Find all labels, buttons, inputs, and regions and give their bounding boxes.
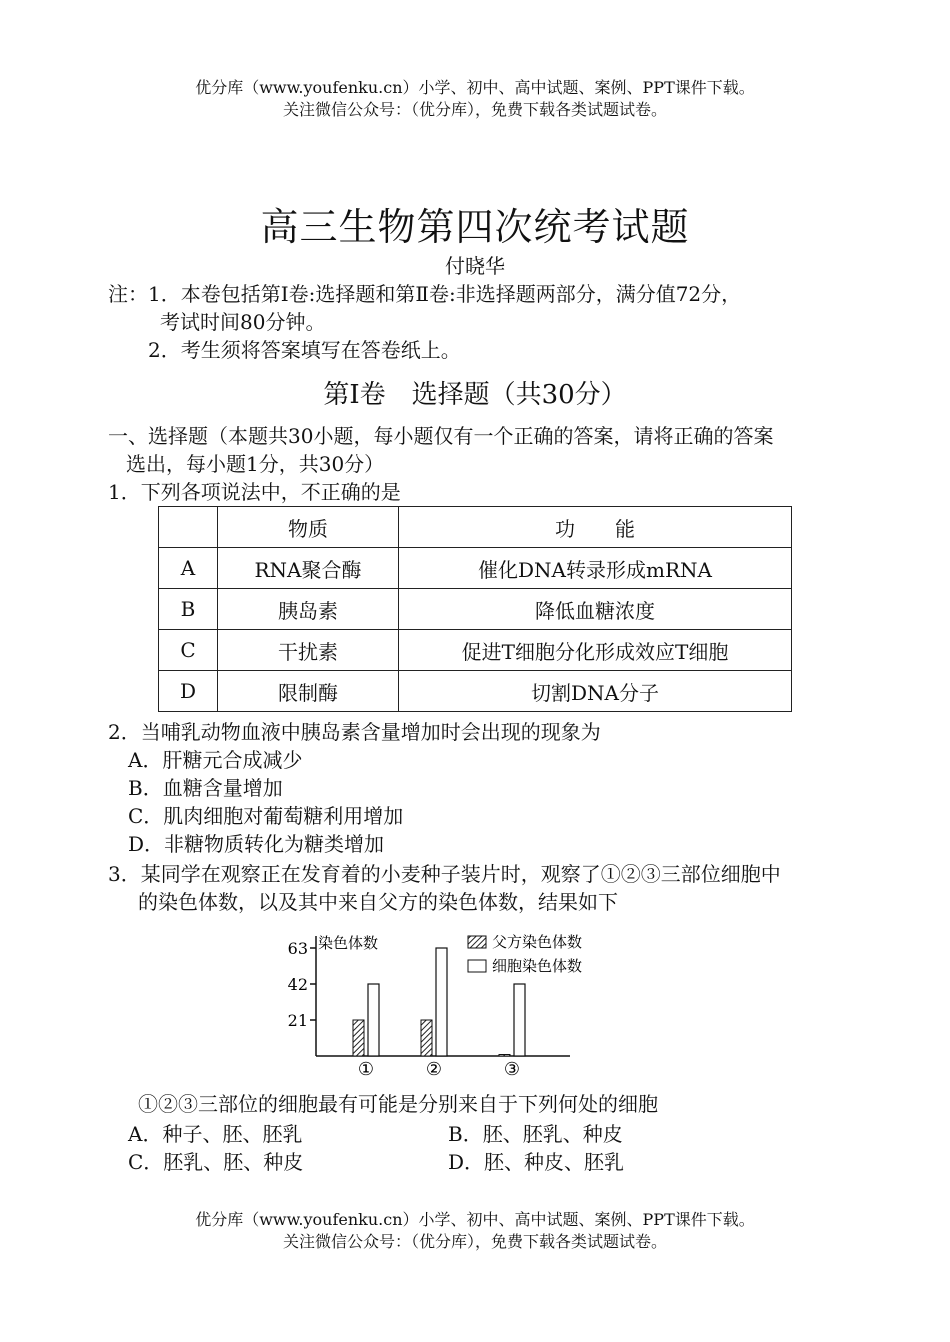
- bar-paternal-2: [421, 1020, 432, 1056]
- instruction-line-1: 一、选择题（本题共30小题，每小题仅有一个正确的答案，请将正确的答案: [108, 424, 774, 448]
- y-tick-label: 63: [287, 939, 308, 958]
- legend-swatch-paternal: [468, 936, 486, 948]
- q2-option-a: A．肝糖元合成减少: [128, 748, 303, 772]
- table-cell: 促进T细胞分化形成效应T细胞: [399, 630, 792, 671]
- q2-stem: 2．当哺乳动物血液中胰岛素含量增加时会出现的现象为: [108, 720, 601, 744]
- bar-paternal-3: [499, 1055, 510, 1057]
- q1-table: [158, 506, 792, 712]
- category-label: ①: [357, 1059, 375, 1078]
- q1-stem: 1．下列各项说法中，不正确的是: [108, 480, 401, 504]
- q2-option-b: B．血糖含量增加: [128, 776, 283, 800]
- table-cell: 限制酶: [218, 671, 399, 712]
- table-cell: 干扰素: [218, 630, 399, 671]
- bar-total-3: [514, 984, 525, 1056]
- q3-option-b: B．胚、胚乳、种皮: [448, 1122, 623, 1146]
- q3-stem-line-2: 的染色体数，以及其中来自父方的染色体数，结果如下: [138, 890, 618, 914]
- table-row: [159, 630, 792, 671]
- note-line-1: 注：1．本卷包括第Ⅰ卷:选择题和第Ⅱ卷:非选择题两部分，满分值72分，: [108, 282, 742, 306]
- y-axis-label: 染色体数: [318, 934, 379, 952]
- table-cell: 催化DNA转录形成mRNA: [399, 548, 792, 589]
- section-title: 第Ⅰ卷 选择题（共30分）: [323, 380, 627, 410]
- chromosome-bar-chart: [280, 928, 620, 1078]
- y-tick-label: 21: [287, 1011, 308, 1030]
- table-header-cell: 物质: [218, 507, 399, 548]
- table-cell: 切割DNA分子: [399, 671, 792, 712]
- category-label: ②: [425, 1059, 443, 1078]
- table-cell: RNA聚合酶: [218, 548, 399, 589]
- table-cell: A: [159, 548, 218, 589]
- author: 付晓华: [445, 254, 505, 278]
- legend-swatch-total: [468, 960, 486, 972]
- table-row: [159, 671, 792, 712]
- table-cell: D: [159, 671, 218, 712]
- note-line-3: 2．考生须将答案填写在答卷纸上。: [148, 338, 461, 362]
- q3-option-d: D．胚、种皮、胚乳: [448, 1150, 625, 1174]
- category-label: ③: [503, 1059, 521, 1078]
- bar-paternal-1: [353, 1020, 364, 1056]
- table-cell: 胰岛素: [218, 589, 399, 630]
- footer-line-1: 优分库（www.youfenku.cn）小学、初中、高中试题、案例、PPT课件下载。: [195, 1210, 755, 1229]
- q3-option-a: A．种子、胚、胚乳: [128, 1122, 303, 1146]
- q3-question: ①②③三部位的细胞最有可能是分别来自于下列何处的细胞: [138, 1092, 658, 1116]
- legend-label-total: 细胞染色体数: [492, 957, 583, 975]
- legend-label-paternal: 父方染色体数: [492, 933, 583, 951]
- y-tick-label: 42: [287, 975, 308, 994]
- bar-total-1: [368, 984, 379, 1056]
- q2-option-d: D．非糖物质转化为糖类增加: [128, 832, 385, 856]
- table-cell: C: [159, 630, 218, 671]
- q2-option-c: C．肌肉细胞对葡萄糖利用增加: [128, 804, 404, 828]
- footer-line-2: 关注微信公众号：（优分库），免费下载各类试题试卷。: [282, 1232, 667, 1251]
- table-header-row: [159, 507, 792, 548]
- instruction-line-2: 选出，每小题1分，共30分）: [126, 452, 385, 476]
- header-line-2: 关注微信公众号：（优分库），免费下载各类试题试卷。: [282, 100, 667, 119]
- table-row: [159, 548, 792, 589]
- table-header-cell: 功 能: [399, 507, 792, 548]
- exam-title: 高三生物第四次统考试题: [260, 205, 690, 249]
- q3-option-c: C．胚乳、胚、种皮: [128, 1150, 304, 1174]
- note-line-2: 考试时间80分钟。: [160, 310, 326, 334]
- table-row: [159, 589, 792, 630]
- bar-total-2: [436, 948, 447, 1056]
- q3-stem-line-1: 3．某同学在观察正在发育着的小麦种子装片时，观察了①②③三部位细胞中: [108, 862, 781, 886]
- table-header-cell: [159, 507, 218, 548]
- table-cell: B: [159, 589, 218, 630]
- table-cell: 降低血糖浓度: [399, 589, 792, 630]
- header-line-1: 优分库（www.youfenku.cn）小学、初中、高中试题、案例、PPT课件下载。: [195, 78, 755, 97]
